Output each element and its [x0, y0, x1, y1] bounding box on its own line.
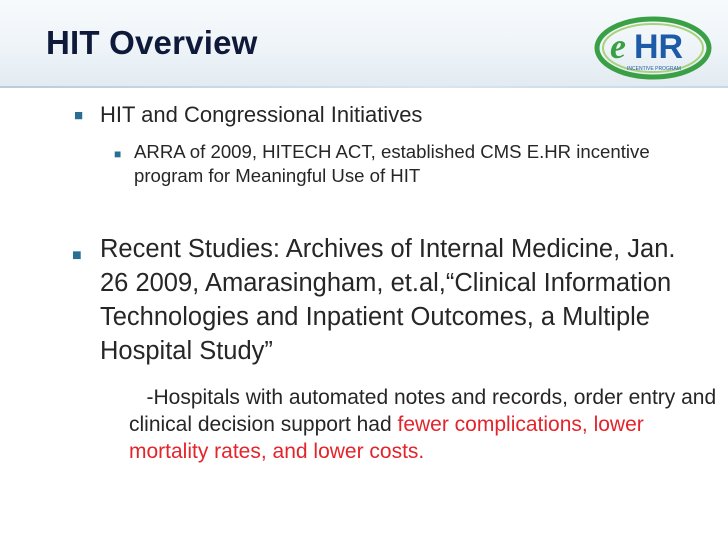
ehr-logo — [594, 14, 712, 82]
bullet-text: HIT and Congressional Initiatives — [100, 102, 423, 127]
slide-title: HIT Overview — [46, 24, 258, 61]
bullet-text: Recent Studies: Archives of Internal Medicine, Jan. 26 2009, Amarasingham, et.al,“Clinical Information Technologies and Inpatient Outcomes, a Multiple Hospital Study” — [100, 235, 676, 365]
sub-bullet-arra — [114, 140, 694, 188]
sub-bullet-text: ARRA of 2009, HITECH ACT, established CMS E.HR incentive program for Meaningful Use of HIT — [134, 141, 650, 186]
square-bullet-icon: ■ — [114, 147, 122, 161]
logo-letter: e — [610, 26, 626, 66]
square-bullet-icon: ■ — [74, 107, 84, 124]
header-divider — [0, 86, 728, 88]
logo-caption: INCENTIVE PROGRAM — [627, 66, 681, 72]
finding-text: -Hospitals with automated notes and records, order entry and clinical decision support had — [129, 386, 722, 436]
study-finding — [129, 384, 722, 465]
logo-wordmark: HR — [634, 28, 684, 66]
finding-highlight: fewer complications, lower mortality rates, and lower costs. — [129, 413, 650, 463]
bullet-hit-initiatives — [74, 102, 423, 128]
bullet-recent-studies — [72, 232, 690, 368]
square-bullet-icon: ■ — [72, 247, 82, 264]
